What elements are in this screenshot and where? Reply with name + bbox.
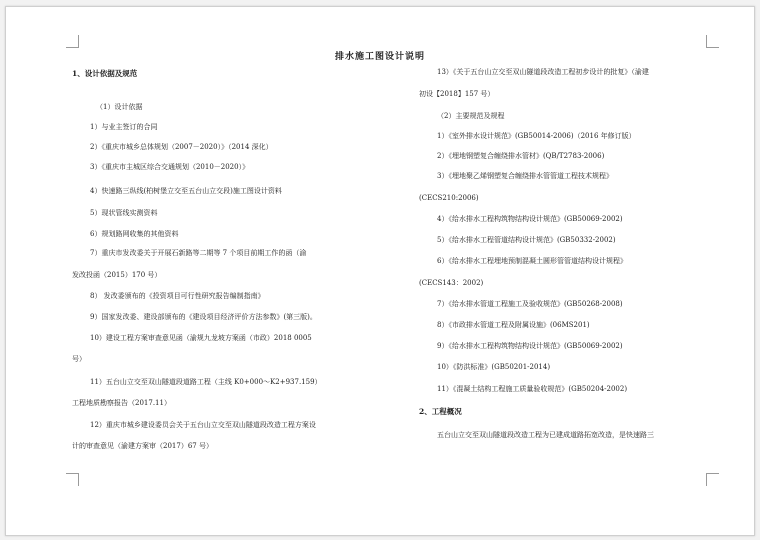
right-paragraph-line: 4）《给水排水工程构筑物结构设计规范》(GB50069-2002): [437, 215, 623, 223]
right-paragraph-line: 6）《给水排水工程埋地预制混凝土圆形管管道结构设计规程》: [437, 257, 627, 265]
right-paragraph-line: 9）《给水排水工程构筑物结构设计规范》(GB50069-2002): [437, 342, 623, 350]
right-paragraph-line: 8）《市政排水管道工程及附属设施》(06MS201): [437, 321, 590, 329]
right-paragraph-line: 7）《给水排水管道工程施工及验收规范》(GB50268-2008): [437, 300, 623, 308]
left-paragraph-line: 4）快速路三纵线(柏树堡立交至五台山立交段)施工图设计资料: [90, 187, 282, 195]
right-paragraph-line: 10）《防洪标准》(GB50201-2014): [437, 363, 551, 371]
crop-mark-top-right: [706, 35, 719, 48]
left-paragraph-line: 10）建设工程方案审查意见函（渝规九龙坡方案函（市政）2018 0005: [90, 334, 312, 342]
left-paragraph-line: 11）五台山立交至双山隧道段道路工程（主线 K0+000～K2+937.159）: [90, 378, 322, 386]
left-paragraph-line: 工程地质勘察报告（2017.11）: [72, 399, 171, 407]
right-paragraph-line: 5）《给水排水工程管道结构设计规范》(GB50332-2002): [437, 236, 616, 244]
left-paragraph-line: 号）: [72, 355, 86, 363]
left-paragraph-line: 发改投函（2015）170 号）: [72, 271, 162, 279]
left-paragraph-line: 3）《重庆市主城区综合交通规划（2010－2020）》: [90, 163, 250, 171]
left-paragraph-line: 9）国家发改委、建设部颁布的《建设项目经济评价方法参数》(第三版)。: [90, 313, 317, 321]
right-paragraph-line: 3）《埋地聚乙烯钢塑复合缠绕排水管管道工程技术规程》: [437, 172, 613, 180]
right-paragraph-line: 13）《关于五台山立交至双山隧道段改造工程初步设计的批复》（渝建: [437, 68, 649, 76]
left-paragraph-line: （1）设计依据: [96, 103, 143, 111]
left-paragraph-line: 12）重庆市城乡建设委员会关于五台山立交至双山隧道段改造工程方案设: [90, 421, 316, 429]
right-paragraph-line: (CECS143：2002): [419, 279, 484, 287]
right-paragraph-line: 初设【2018】157 号）: [419, 90, 495, 98]
document-title: 排水施工图设计说明: [334, 52, 425, 62]
right-paragraph-line: 1）《室外排水设计规范》(GB50014-2006)（2016 年修订版）: [437, 132, 636, 140]
right-paragraph-line: 五台山立交至双山隧道段改造工程为已建成道路拓宽改造，是快速路三: [437, 431, 654, 439]
right-paragraph-line: 11）《混凝土结构工程施工质量验收规范》(GB50204-2002): [437, 385, 628, 393]
left-paragraph-line: 8） 发改委颁布的《投资项目可行性研究报告编制指南》: [90, 292, 265, 300]
document-page: [5, 6, 755, 536]
left-paragraph-line: 7）重庆市发改委关于开展石新路等二期等 7 个项目前期工作的函（渝: [90, 249, 307, 257]
left-paragraph-line: 2）《重庆市城乡总体规划（2007－2020）》（2014 深化）: [90, 143, 273, 151]
left-paragraph-line: 6）规划路网收集的其他资料: [90, 230, 179, 238]
section-heading: 1、设计依据及规范: [72, 69, 138, 78]
left-paragraph-line: 1）与业主签订的合同: [90, 123, 158, 131]
left-paragraph-line: 5）现状管线实测资料: [90, 209, 158, 217]
crop-mark-top-left: [66, 35, 79, 48]
right-paragraph-line: (CECS210:2006): [419, 194, 479, 202]
left-paragraph-line: 计的审查意见（渝建方案审（2017）67 号）: [72, 442, 213, 450]
section-heading: 2、工程概况: [419, 407, 462, 416]
crop-mark-bottom-left: [66, 473, 79, 486]
crop-mark-bottom-right: [706, 473, 719, 486]
right-paragraph-line: （2）主要规范及规程: [437, 112, 505, 120]
right-paragraph-line: 2）《埋地钢塑复合缠绕排水管材》(QB/T2783-2006): [437, 152, 605, 160]
